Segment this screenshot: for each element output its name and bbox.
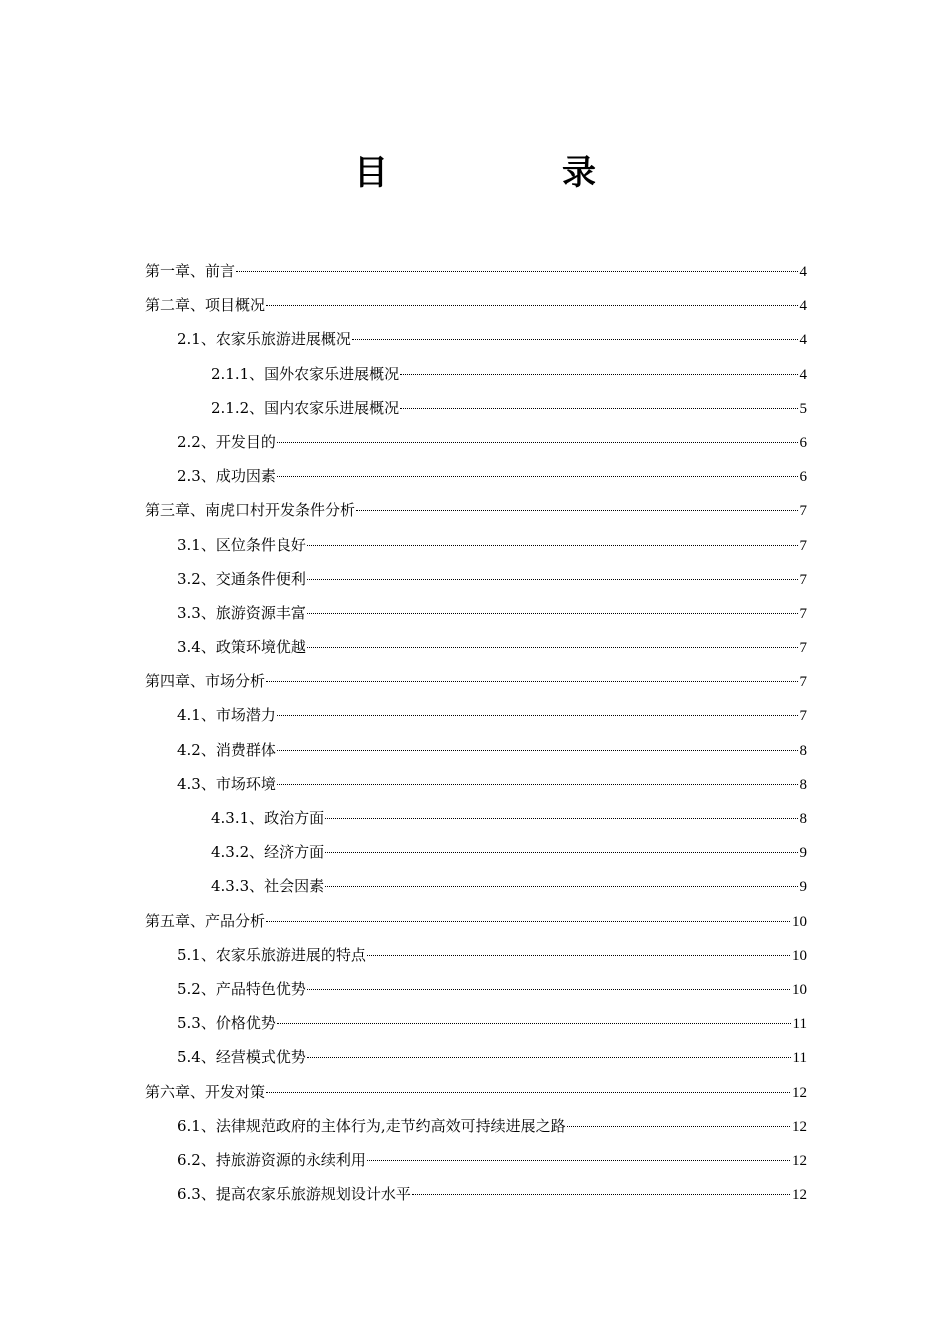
toc-entry[interactable] (145, 1177, 807, 1211)
toc-entry-page-number: 7 (799, 503, 807, 520)
toc-entry-page-number: 4 (799, 298, 807, 315)
toc-entry-label: 2.2、开发目的 (177, 432, 276, 451)
toc-entry-label: 3.4、政策环境优越 (177, 638, 306, 657)
toc-entry[interactable] (145, 1143, 807, 1177)
toc-entry-page-number: 6 (799, 469, 807, 486)
toc-entry[interactable] (145, 869, 807, 903)
toc-entry-page-number: 11 (792, 1050, 807, 1067)
toc-entry-label: 4.1、市场潜力 (177, 706, 276, 725)
toc-entry-label: 2.1、农家乐旅游进展概况 (177, 330, 351, 349)
toc-entry[interactable] (145, 733, 807, 767)
toc-entry-page-number: 12 (792, 1118, 807, 1135)
toc-entry-page-number: 10 (792, 947, 807, 964)
toc-entry[interactable] (145, 630, 807, 664)
toc-entry-page-number: 10 (792, 981, 807, 998)
toc-entry-page-number: 8 (799, 742, 807, 759)
toc-entry-label: 6.1、法律规范政府的主体行为,走节约高效可持续进展之路 (177, 1116, 566, 1135)
dot-leader (325, 886, 797, 887)
dot-leader (307, 1057, 791, 1058)
toc-entry-label: 第一章、前言 (145, 262, 236, 280)
toc-entry-label: 3.2、交通条件便利 (177, 569, 306, 588)
toc-entry[interactable] (145, 322, 807, 356)
dot-leader (277, 715, 798, 716)
toc-entry-label: 4.3、市场环境 (177, 774, 276, 793)
toc-entry-label: 5.4、经营模式优势 (177, 1048, 306, 1067)
toc-entry[interactable] (145, 1109, 807, 1143)
dot-leader (266, 921, 790, 922)
dot-leader (352, 339, 798, 340)
toc-entry-page-number: 4 (799, 264, 807, 280)
dot-leader (325, 818, 797, 819)
dot-leader (567, 1126, 790, 1127)
dot-leader (277, 476, 798, 477)
toc-entry-page-number: 9 (799, 879, 807, 896)
toc-entry[interactable] (145, 425, 807, 459)
dot-leader (236, 271, 797, 272)
dot-leader (400, 374, 797, 375)
toc-entry-page-number: 8 (799, 811, 807, 827)
toc-entry-label: 5.3、价格优势 (177, 1014, 276, 1033)
toc-entry[interactable] (145, 288, 807, 322)
toc-entry-label: 4.3.3、社会因素 (211, 877, 325, 896)
toc-entry-page-number: 7 (799, 537, 807, 554)
toc-entry-label: 2.1.1、国外农家乐进展概况 (211, 364, 400, 383)
toc-entry-label: 第四章、市场分析 (145, 672, 266, 691)
toc-entry-page-number: 12 (792, 1152, 807, 1169)
toc-entry[interactable] (145, 562, 807, 596)
dot-leader (307, 647, 798, 648)
dot-leader (277, 750, 798, 751)
toc-entry[interactable] (145, 596, 807, 630)
toc-entry-label: 4.3.1、政治方面 (211, 809, 325, 827)
dot-leader (266, 681, 797, 682)
toc-entry-label: 第五章、产品分析 (145, 911, 266, 930)
toc-entry[interactable] (145, 357, 807, 391)
toc-entry-label: 6.2、持旅游资源的永续利用 (177, 1150, 366, 1169)
toc-entry[interactable] (145, 664, 807, 698)
dot-leader (266, 1092, 790, 1093)
dot-leader (400, 408, 797, 409)
toc-entry-page-number: 7 (799, 708, 807, 725)
dot-leader (307, 989, 790, 990)
dot-leader (266, 305, 797, 306)
toc-entry-page-number: 6 (799, 434, 807, 451)
toc-entry[interactable] (145, 938, 807, 972)
toc-entry-page-number: 4 (799, 332, 807, 349)
toc-entry-label: 2.1.2、国内农家乐进展概况 (211, 398, 400, 417)
dot-leader (307, 545, 798, 546)
toc-entry-page-number: 9 (799, 845, 807, 862)
dot-leader (356, 510, 797, 511)
dot-leader (277, 442, 798, 443)
dot-leader (412, 1194, 790, 1195)
toc-entry-label: 4.2、消费群体 (177, 740, 276, 759)
toc-entry-label: 2.3、成功因素 (177, 467, 276, 486)
dot-leader (277, 784, 798, 785)
toc-entry-label: 5.1、农家乐旅游进展的特点 (177, 945, 366, 964)
toc-entry[interactable] (145, 1006, 807, 1040)
toc-entry[interactable] (145, 493, 807, 527)
toc-entry-label: 第二章、项目概况 (145, 296, 266, 315)
toc-entry-page-number: 5 (799, 400, 807, 417)
dot-leader (325, 852, 797, 853)
toc-entry[interactable] (145, 1075, 807, 1109)
toc-entry-page-number: 8 (799, 776, 807, 793)
toc-entry[interactable] (145, 254, 807, 288)
toc-entry[interactable] (145, 835, 807, 869)
page-title: 目 录 (354, 152, 666, 193)
toc-entry[interactable] (145, 1040, 807, 1074)
toc-entry-page-number: 11 (792, 1016, 807, 1033)
toc-entry-label: 3.3、旅游资源丰富 (177, 603, 306, 622)
table-of-contents (145, 254, 807, 1211)
toc-entry[interactable] (145, 528, 807, 562)
toc-entry-page-number: 10 (792, 913, 807, 930)
dot-leader (367, 1160, 790, 1161)
toc-entry-page-number: 12 (792, 1187, 807, 1204)
toc-entry[interactable] (145, 698, 807, 732)
toc-entry[interactable] (145, 459, 807, 493)
toc-entry-page-number: 7 (799, 674, 807, 691)
toc-entry-page-number: 7 (799, 605, 807, 622)
toc-entry-label: 4.3.2、经济方面 (211, 843, 325, 862)
toc-entry[interactable] (145, 904, 807, 938)
toc-entry-label: 6.3、提高农家乐旅游规划设计水平 (177, 1185, 411, 1204)
toc-entry-page-number: 7 (799, 571, 807, 588)
dot-leader (277, 1023, 791, 1024)
dot-leader (307, 613, 798, 614)
toc-entry[interactable] (145, 972, 807, 1006)
toc-entry[interactable] (145, 391, 807, 425)
toc-entry-label: 5.2、产品特色优势 (177, 979, 306, 998)
toc-entry-label: 第三章、南虎口村开发条件分析 (145, 501, 356, 520)
toc-entry[interactable] (145, 767, 807, 801)
toc-entry-label: 第六章、开发对策 (145, 1082, 266, 1101)
toc-entry-page-number: 7 (799, 640, 807, 657)
dot-leader (367, 955, 790, 956)
toc-entry-page-number: 12 (792, 1084, 807, 1101)
toc-entry-page-number: 4 (799, 366, 807, 383)
toc-entry[interactable] (145, 801, 807, 835)
dot-leader (307, 579, 798, 580)
toc-entry-label: 3.1、区位条件良好 (177, 535, 306, 554)
